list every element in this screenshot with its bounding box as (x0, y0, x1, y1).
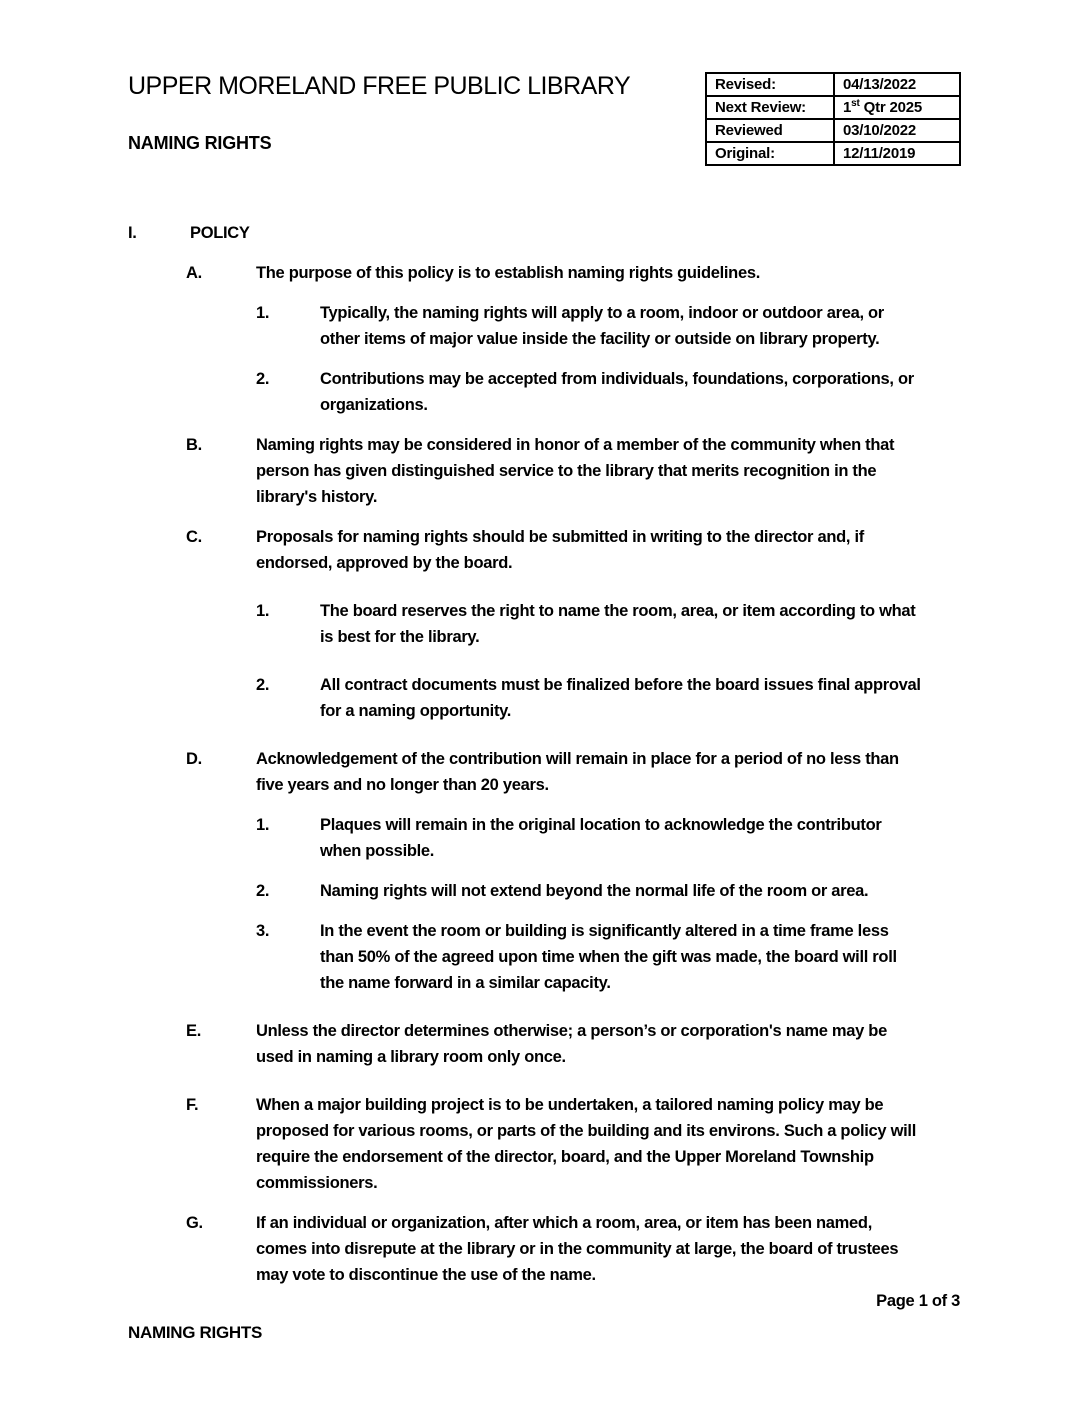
policy-item-5-1 (128, 598, 1088, 650)
policy-item-text (256, 432, 894, 510)
policy-item-line: Typically, the naming rights will apply to a room, indoor or outdoor area, or (320, 304, 884, 322)
policy-item-text (320, 918, 897, 996)
policy-item-8-1 (128, 812, 1088, 864)
policy-item-0-a (128, 260, 1088, 286)
policy-item-marker: F. (186, 1096, 199, 1114)
policy-item-line: Contributions may be accepted from individuals, foundations, corporations, or (320, 370, 914, 388)
revision-row-revised (706, 73, 960, 96)
policy-item-1-1 (128, 300, 1088, 352)
revision-label: Revised: (706, 73, 834, 96)
policy-item-2-2 (128, 366, 1088, 418)
revision-value: 03/10/2022 (834, 119, 960, 142)
policy-item-text (256, 524, 864, 576)
revision-value-rest: Qtr 2025 (859, 98, 923, 116)
revision-row-reviewed (706, 119, 960, 142)
revision-value: 04/13/2022 (834, 73, 960, 96)
policy-item-marker: 2. (256, 676, 270, 694)
revision-value (834, 96, 960, 119)
policy-item-marker: A. (186, 264, 202, 282)
policy-item-line: the name forward in a similar capacity. (320, 974, 611, 992)
policy-item-line: All contract documents must be finalized before the board issues final approval (320, 676, 921, 694)
policy-item-text (256, 1210, 898, 1288)
policy-item-13-g (128, 1210, 1088, 1288)
policy-item-line: organizations. (320, 396, 428, 414)
policy-item-text (320, 812, 882, 864)
revision-label: Original: (706, 142, 834, 165)
footer-page-number: Page 1 of 3 (876, 1292, 960, 1310)
policy-item-line: Acknowledgement of the contribution will remain in place for a period of no less than (256, 750, 899, 768)
policy-item-line: In the event the room or building is significantly altered in a time frame less (320, 922, 889, 940)
policy-item-text (256, 746, 899, 798)
policy-item-text (320, 366, 914, 418)
policy-item-line: person has given distinguished service to the library that merits recognition in the (256, 462, 877, 480)
document-title: UPPER MORELAND FREE PUBLIC LIBRARY (128, 72, 631, 100)
revision-label: Next Review: (706, 96, 834, 119)
policy-item-9-2 (128, 878, 1088, 904)
policy-item-line: other items of major value inside the facility or outside on library property. (320, 330, 880, 348)
revision-table (705, 72, 961, 166)
policy-item-line: than 50% of the agreed upon time when the gift was made, the board will roll (320, 948, 897, 966)
policy-item-text (320, 672, 921, 724)
policy-section (128, 220, 1088, 1288)
policy-item-line: five years and no longer than 20 years. (256, 776, 549, 794)
policy-item-line: is best for the library. (320, 628, 480, 646)
policy-items (128, 260, 1088, 1288)
section-heading (128, 220, 1088, 246)
policy-item-marker: 2. (256, 882, 270, 900)
policy-item-line: If an individual or organization, after which a room, area, or item has been named, (256, 1214, 872, 1232)
policy-item-line: library's history. (256, 488, 378, 506)
policy-item-marker: 1. (256, 816, 270, 834)
policy-item-text (256, 260, 760, 286)
policy-item-4-c (128, 524, 1088, 576)
policy-item-line: The board reserves the right to name the room, area, or item according to what (320, 602, 916, 620)
policy-item-7-d (128, 746, 1088, 798)
policy-item-line: used in naming a library room only once. (256, 1048, 566, 1066)
policy-item-6-2 (128, 672, 1088, 724)
footer-doc-title: NAMING RIGHTS (128, 1323, 262, 1342)
policy-item-10-3 (128, 918, 1088, 996)
policy-item-line: Naming rights will not extend beyond the normal life of the room or area. (320, 882, 869, 900)
policy-item-marker: 2. (256, 370, 270, 388)
policy-item-line: Plaques will remain in the original location to acknowledge the contributor (320, 816, 882, 834)
policy-item-marker: D. (186, 750, 202, 768)
policy-item-marker: E. (186, 1022, 201, 1040)
policy-item-12-f (128, 1092, 1088, 1196)
policy-item-line: Naming rights may be considered in honor of a member of the community when that (256, 436, 895, 454)
policy-item-marker: G. (186, 1214, 203, 1232)
policy-item-text (320, 598, 916, 650)
policy-item-line: when possible. (320, 842, 435, 860)
policy-item-marker: 1. (256, 602, 270, 620)
policy-item-text (256, 1018, 887, 1070)
policy-item-marker: 3. (256, 922, 270, 940)
policy-item-marker: 1. (256, 304, 270, 322)
policy-item-text (320, 878, 868, 904)
section-title: POLICY (190, 224, 250, 242)
revision-row-original (706, 142, 960, 165)
revision-value-base: 1 (843, 98, 852, 116)
policy-item-line: for a naming opportunity. (320, 702, 512, 720)
policy-item-marker: B. (186, 436, 202, 454)
policy-item-line: may vote to discontinue the use of the name. (256, 1266, 596, 1284)
policy-item-line: require the endorsement of the director, board, and the Upper Moreland Township (256, 1148, 874, 1166)
document-subtitle: NAMING RIGHTS (128, 133, 272, 153)
policy-item-line: commissioners. (256, 1174, 378, 1192)
policy-item-line: comes into disrepute at the library or in the community at large, the board of trustees (256, 1240, 899, 1258)
revision-label: Reviewed (706, 119, 834, 142)
policy-item-marker: C. (186, 528, 202, 546)
section-number: I. (128, 224, 137, 242)
policy-item-line: proposed for various rooms, or parts of the building and its environs. Such a policy will (256, 1122, 916, 1140)
policy-item-line: When a major building project is to be undertaken, a tailored naming policy may be (256, 1096, 884, 1114)
policy-item-line: Proposals for naming rights should be submitted in writing to the director and, if (256, 528, 864, 546)
policy-item-line: endorsed, approved by the board. (256, 554, 513, 572)
policy-item-3-b (128, 432, 1088, 510)
policy-item-11-e (128, 1018, 1088, 1070)
policy-item-line: Unless the director determines otherwise; a person’s or corporation's name may be (256, 1022, 887, 1040)
revision-value: 12/11/2019 (834, 142, 960, 165)
revision-value-ordinal: st (851, 97, 860, 109)
policy-item-text (256, 1092, 916, 1196)
policy-item-text (320, 300, 884, 352)
policy-item-line: The purpose of this policy is to establish naming rights guidelines. (256, 264, 760, 282)
revision-row-next-review (706, 96, 960, 119)
